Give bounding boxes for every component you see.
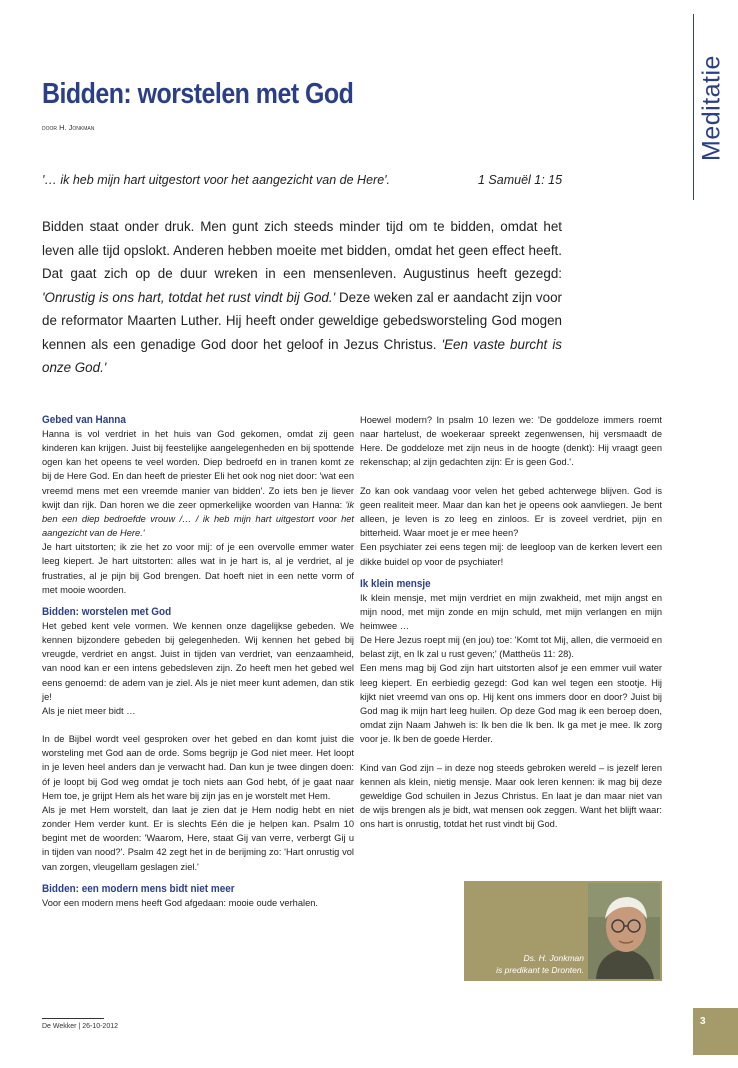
column-right: [360, 413, 662, 831]
paragraph: Hoewel modern? In psalm 10 lezen we: 'De goddeloze immers roemt naar hartelust, de woekeraar spreekt zegenwensen, hij versmaadt de Here. De goddeloze met zijn neus in de hoogte (denkt): Hij vraagt geen rekenschap; al zijn gedachten zijn: Er is geen God.'.: [360, 415, 662, 468]
photo-caption: Ds. H. Jonkman is predikant te Dronten.: [496, 953, 584, 975]
heading-ik-klein-mensje: Ik klein mensje: [360, 577, 431, 590]
paragraph: Hanna is vol verdriet in het huis van God gekomen, omdat zij geen kinderen kan krijgen. Juist bij feestelijke aangelegenheden en bij spottende ogen kan het opeens te veel worden. Diep bedroefd en in tranen komt ze bij de Here God. En dan heeft de priester Eli het ook nog niet door: 'wat een vreemd mens met een vreemde manier van bidden'. Zo iets ben je liever kwijt dan rijk. Dan horen we die zeer opmerkelijke woorden van Hanna: 'ik ben een diep bedroefde vrouw /… / ik heb mijn hart uitgestort voor het aangezicht van de Here.': [42, 429, 354, 539]
byline: door H. Jonkman: [42, 123, 95, 132]
paragraph: Voor een modern mens heeft God afgedaan: mooie oude verhalen.: [42, 897, 318, 908]
paragraph: Een psychiater zei eens tegen mij: de leegloop van de kerken levert een dikke buidel op voor de psychiater!: [360, 542, 662, 567]
paragraph: Het gebed kent vele vormen. We kennen onze dagelijkse gebeden. We kennen bijzondere gebeden bij gelegenheden. Wij kennen het gebed bij vreugde, verdriet en angst. Juist in tijden van verdriet, van eenzaamheid, van nood kan er een intens gebedsleven zijn. Zo heeft men het gebed wel eens genoemd: de adem van je ziel. Als je niet meer kunt ademen, dan stik je!: [42, 620, 354, 702]
paragraph: Kind van God zijn – in deze nog steeds gebroken wereld – is jezelf leren kennen als klein, nietig mensje. Maar ook leren kennen: ik mag bij deze geweldige God schuilen in Jezus Christus. En laat je dan maar niet van de wijs brengen als je bidt, wat mensen ook zeggen. Want het blijft waar: ons hart is onrustig, totdat het rust vindt bij God.: [360, 762, 662, 830]
heading-gebed-van-hanna: Gebed van Hanna: [42, 414, 126, 426]
paragraph: De Here Jezus roept mij (en jou) toe: 'Komt tot Mij, allen, die vermoeid en belast zijt, en Ik zal u rust geven;' (Mattheüs 11: 28).: [360, 635, 662, 660]
article-title: Bidden: worstelen met God: [42, 78, 354, 110]
heading-bidden-worstelen: Bidden: worstelen met God: [42, 605, 172, 618]
paragraph: Als je niet meer bidt …: [42, 705, 136, 716]
paragraph: Als je met Hem worstelt, dan laat je zien dat je Hem nodig hebt en niet zonder Hem verder kunt. Er is slechts Eén die je helpen kan. Psalm 10 begint met de woorden: 'Waarom, Here, staat Gij van verre, verbergt Gij u in tijden van nood?'. Psalm 42 zegt het in de berijming zo: 'Hart onrustig vol van zorgen, vleugellam geslagen ziel.': [42, 804, 354, 872]
scripture-reference: 1 Samuël 1: 15: [478, 173, 563, 187]
scripture-quote: '… ik heb mijn hart uitgestort voor het aangezicht van de Here'.: [42, 173, 391, 187]
footer-rule: [42, 1018, 104, 1019]
paragraph: Zo kan ook vandaag voor velen het gebed achterwege blijven. God is geen realiteit meer. Maar dan kan het je opeens ook aanvliegen. Je bent alleen, je leven is zo leeg en zinloos. Er is zoveel verdriet, pijn en bitterheid. Waar moet je er mee heen?: [360, 485, 662, 539]
author-portrait: [588, 883, 660, 979]
paragraph: In de Bijbel wordt veel gesproken over het gebed en dan komt juist die worsteling met God aan de orde. Soms begrijp je God niet meer. Het loopt in je leven heel anders dan je verwacht had. Dan kun je twee dingen doen: óf je loopt bij God weg omdat je toch niets aan God hebt, óf je gaat naar Hem toe, je grijpt Hem als het ware bij zijn jas en je worstelt met Hem.: [42, 734, 354, 801]
footer-publication: De Wekker | 26-10-2012: [42, 1023, 119, 1030]
section-label: Meditatie: [697, 55, 726, 161]
heading-modern-mens: Bidden: een modern mens bidt niet meer: [42, 882, 235, 895]
page-number-box: [693, 1008, 738, 1055]
paragraph: Een mens mag bij God zijn hart uitstorten alsof je een emmer vuil water leeg kiepert. En eerbiedig gezegd: God kan wel tegen een stootje. Hij kijkt niet vreemd van ons op. Hij kent ons immers door en door? Juist bij God mag ik mijn hart leeg huilen. Op deze God mag ik een beroep doen, omdat zijn Naam Jahweh is: Ik ben die Ik ben. Ik ga met je mee. Ik zorg voor je. Ik ben de goede Herder.: [360, 663, 662, 745]
paragraph: Je hart uitstorten; ik zie het zo voor mij: of je een overvolle emmer water leeg kiepert. Je hart uitstorten: alles wat in je hart is, al je verdriet, al je frustraties, al je pijn bij God brengen. Dat hoeft niet in een nette vorm of met mooie woorden.: [42, 542, 354, 595]
section-rule: [693, 14, 694, 200]
column-left: [42, 413, 354, 910]
paragraph: Ik klein mensje, met mijn verdriet en mijn zwakheid, met mijn angst en mijn nood, met mijn zonde en mijn schuld, met mijn verlangen en mijn heimwee …: [360, 592, 662, 632]
intro-paragraph: Bidden staat onder druk. Men gunt zich steeds minder tijd om te bidden, omdat het leven alle tijd opslokt. Anderen hebben moeite met bidden, omdat het geen effect heeft. Dat gaat zich op de duur wreken in een mensenleven. Augustinus heeft gezegd: 'Onrustig is ons hart, totdat het rust vindt bij God.' Deze weken zal er aandacht zijn voor de reformator Maarten Luther. Hij heeft onder geweldige gebedsworsteling God mogen kennen als een genadige God door het geloof in Jezus Christus. 'Een vaste burcht is onze God.': [42, 219, 562, 375]
page-number: 3: [700, 1016, 706, 1027]
